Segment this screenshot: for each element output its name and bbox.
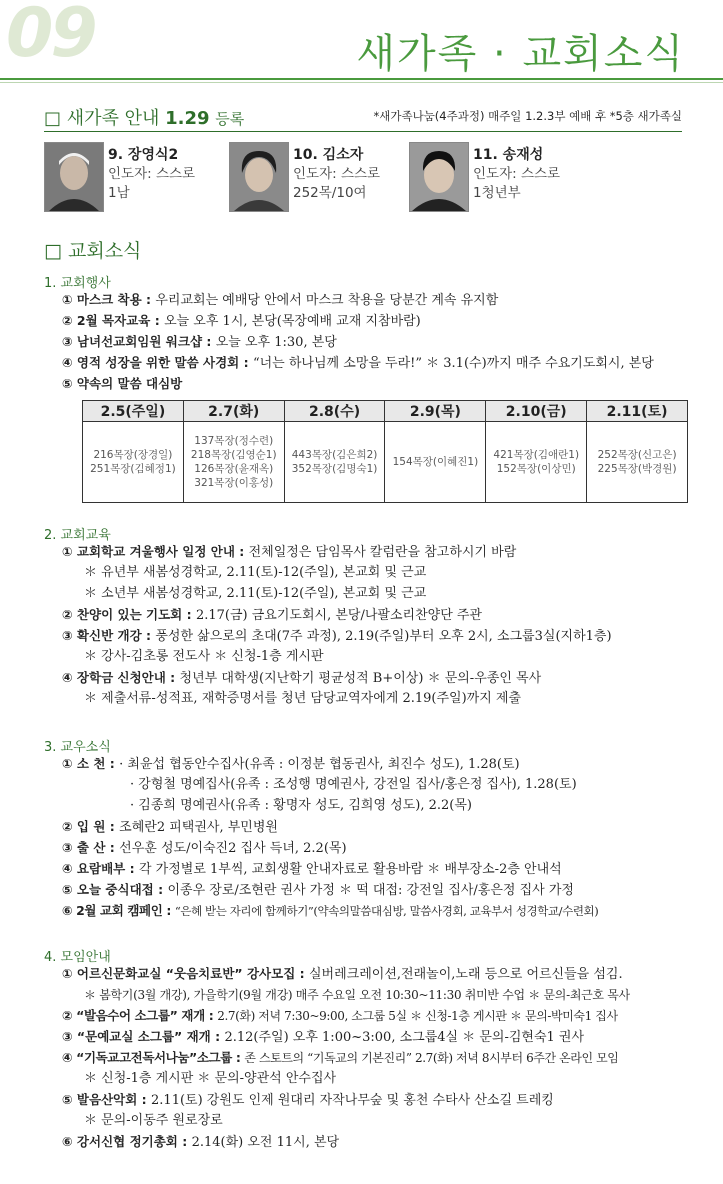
table-cell: 252목장(신고은) 225목장(박경원) (587, 422, 688, 503)
list-item: ＊ 소년부 새봄성경학교, 2.11(토)-12(주일), 본교회 및 근교 (84, 586, 427, 601)
table-header: 2.5(주일) (83, 401, 184, 422)
list-item: ② 2월 목자교육 : 오늘 오후 1시, 본당(목장예배 교재 지참바람) (62, 313, 421, 329)
list-item: ⑤ 발음산악회 : 2.11(토) 강원도 인제 원대리 자작나무숲 및 홍천 수타사 산소길 트레킹 (62, 1092, 554, 1108)
member-name: 10. 김소자 (293, 147, 364, 163)
list-item: ② 찬양이 있는 기도회 : 2.17(금) 금요기도회시, 본당/나팔소리찬양단 주관 (62, 607, 482, 623)
table-header-row (83, 401, 688, 422)
table-header: 2.9(목) (385, 401, 486, 422)
education-title: 2. 교회교육 (44, 528, 111, 543)
member-guide: 인도자: 스스로 (108, 166, 196, 182)
list-item: ＊ 강사-김초롱 전도사 ＊ 신청-1층 게시판 (84, 649, 324, 664)
member-group: 1청년부 (473, 185, 521, 201)
member-guide: 인도자: 스스로 (473, 166, 561, 182)
registration-date: 1.29 (165, 108, 210, 129)
new-family-note: *새가족나눔(4주과정) 매주일 1.2.3부 예배 후 *5층 새가족실 (373, 109, 682, 123)
new-family-header (44, 104, 682, 132)
member-photo (229, 142, 289, 212)
table-row (83, 422, 688, 503)
list-item: ④ 영적 성장을 위한 말씀 사경회 : “너는 하나님께 소망을 두라!” ＊ 3.1(수)까지 매주 수요기도회시, 본당 (62, 355, 654, 371)
list-item: ＊ 봄학기(3월 개강), 가을학기(9월 개강) 매주 수요일 오전 10:30~11:30 취미반 수업 ＊ 문의-최근호 목사 (84, 988, 630, 1002)
table-header: 2.10(금) (486, 401, 587, 422)
table-header: 2.11(토) (587, 401, 688, 422)
page-number: 09 (6, 0, 95, 73)
member-group: 1남 (108, 185, 130, 201)
table-cell: 443목장(김은희2) 352목장(김명숙1) (284, 422, 385, 503)
list-item: ① 교회학교 겨울행사 일정 안내 : 전체일정은 담임목사 칼럼란을 참고하시기 바람 (62, 544, 517, 560)
list-item: ① 소 천 : · 최윤섭 협동안수집사(유족 : 이정분 협동권사, 최진수 성도), 1.28(토) (62, 756, 520, 772)
list-item: ＊ 문의-이동주 원로장로 (84, 1113, 223, 1128)
member-photo (44, 142, 104, 212)
member-group: 252목/10여 (293, 185, 367, 201)
list-item: ③ 출 산 : 선우훈 성도/이숙진2 집사 득녀, 2.2(목) (62, 840, 347, 856)
list-item: ④ 장학금 신청안내 : 청년부 대학생(지난학기 평균성적 B+이상) ＊ 문의-우종인 목사 (62, 670, 542, 686)
list-item: ＊ 신청-1층 게시판 ＊ 문의-양관석 안수집사 (84, 1071, 337, 1086)
table-header: 2.8(수) (284, 401, 385, 422)
table-cell: 154목장(이혜진1) (385, 422, 486, 503)
page-title: 새가족 · 교회소식 (356, 31, 685, 77)
list-item: · 강형철 명예집사(유족 : 조성행 명예권사, 강전일 집사/홍은정 집사), 1.28(토) (130, 777, 577, 792)
list-item: ＊ 제출서류-성적표, 재학증명서를 청년 담당교역자에게 2.19(주일)까지 제출 (84, 691, 522, 706)
list-item: ② 입 원 : 조혜란2 피택권사, 부민병원 (62, 819, 278, 835)
list-item: ① 어르신문화교실 “웃음치료반” 강사모집 : 실버레크레이션,전래놀이,노래 등으로 어르신들을 섬김. (62, 966, 623, 982)
list-item: · 김종희 명예권사(유족 : 황명자 성도, 김희영 성도), 2.2(목) (130, 798, 472, 813)
list-item: ⑥ 2월 교회 캠페인 : “은혜 받는 자리에 함께하기”(약속의말씀대심방, 말씀사경회, 교육부서 성경학교/수련회) (62, 903, 599, 918)
title-divider (0, 78, 723, 80)
list-item: ③ 남녀선교회임원 워크샵 : 오늘 오후 1:30, 본당 (62, 334, 337, 350)
list-item: ④ 요람배부 : 각 가정별로 1부씩, 교회생활 안내자료로 활용바람 ＊ 배부장소-2층 안내석 (62, 861, 562, 877)
member-name: 11. 송재성 (473, 147, 544, 163)
member-name: 9. 장영식2 (108, 147, 179, 163)
list-item: ⑥ 강서신협 정기총회 : 2.14(화) 오전 11시, 본당 (62, 1134, 340, 1150)
title-divider-thin (0, 82, 723, 83)
member-photo (409, 142, 469, 212)
list-item: ③ 확신반 개강 : 풍성한 삶으로의 초대(7주 과정), 2.19(주일)부터 오후 2시, 소그룹3실(지하1층) (62, 628, 612, 644)
list-item: ① 마스크 착용 : 우리교회는 예배당 안에서 마스크 착용을 당분간 계속 유지함 (62, 292, 499, 308)
table-cell: 421목장(김애란1) 152목장(이상민) (486, 422, 587, 503)
list-item: ＊ 유년부 새봄성경학교, 2.11(토)-12(주일), 본교회 및 근교 (84, 565, 427, 580)
list-item: ⑤ 약속의 말씀 대심방 (62, 376, 183, 391)
list-item: ② “발음수어 소그룹” 재개 : 2.7(화) 저녁 7:30~9:00, 소그룹 5실 ＊ 신청-1층 게시판 ＊ 문의-박미숙1 집사 (62, 1008, 618, 1023)
list-item: ③ “문예교실 소그룹” 재개 : 2.12(주일) 오후 1:00~3:00, 소그룹4실 ＊ 문의-김현숙1 권사 (62, 1029, 585, 1045)
table-cell: 216목장(장경일) 251목장(김혜정1) (83, 422, 184, 503)
events-title: 1. 교회행사 (44, 276, 111, 291)
meetings-title: 4. 모임안내 (44, 950, 111, 965)
church-news-heading: □ 교회소식 (44, 240, 142, 262)
member-guide: 인도자: 스스로 (293, 166, 381, 182)
registration-label: 등록 (215, 110, 245, 128)
list-item: ④ “기독교고전독서나눔”소그룹 : 존 스토트의 “기독교의 기본진리” 2.7(화) 저녁 8시부터 6주간 온라인 모임 (62, 1050, 619, 1065)
list-item: ⑤ 오늘 중식대접 : 이종우 장로/조현란 권사 가정 ＊ 떡 대접: 강전일 집사/홍은정 집사 가정 (62, 882, 574, 898)
new-family-heading: □ 새가족 안내 (44, 108, 160, 129)
visit-schedule-table (82, 400, 688, 503)
table-header: 2.7(화) (183, 401, 284, 422)
table-cell: 137목장(정수련) 218목장(김영순1) 126목장(윤재옥) 321목장(이홍성) (183, 422, 284, 503)
members-news-title: 3. 교우소식 (44, 740, 111, 755)
